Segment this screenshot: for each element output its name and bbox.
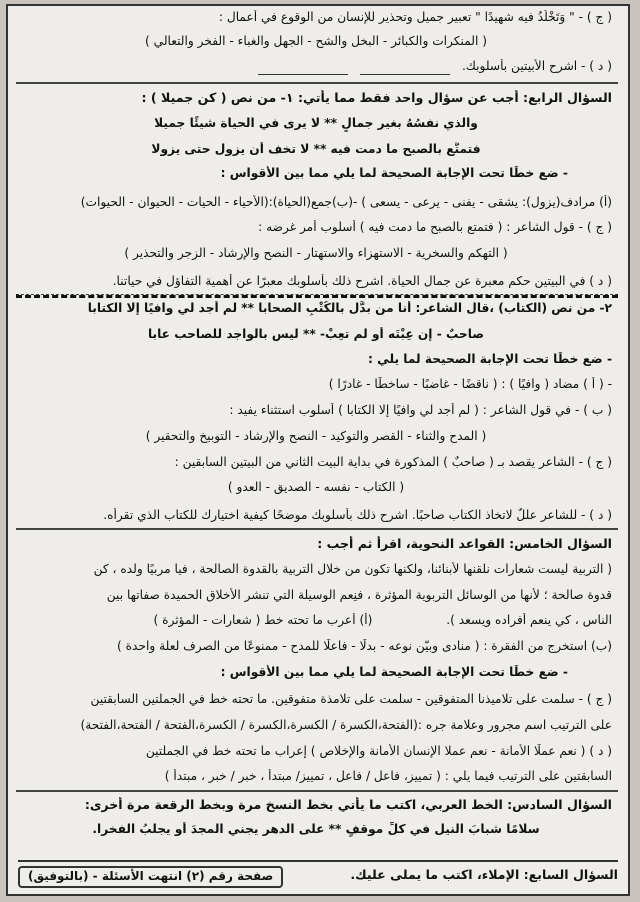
section-divider: [16, 294, 618, 298]
answer-blank: [360, 74, 450, 75]
q4-2-d-line: ( د ) - للشاعر عللٌ لاتخاذ الكتاب صاحبًا. اشرح ذلك بأسلوبك موضحًا كيفية اختيارك للكتاب الذي تقرأه.: [103, 508, 612, 522]
calligraphy-verse: سلامًا شبابَ النيل في كلِّ موقفٍ ** على الدهر يجني المجدَ أو يجلبُ الفخرا.: [92, 822, 540, 836]
section-divider: [16, 790, 618, 792]
verse-line-3: صاحبٌ - إن عِبْتَه أو لم تعِبْ- ** ليس بالواجد للصاحب عابا: [147, 327, 485, 341]
q6-heading: السؤال السادس: الخط العربي، اكتب ما يأتي بخط النسخ مرة وبخط الرقعة مرة أخرى:: [84, 797, 612, 812]
q3-d-line: [20, 59, 612, 75]
q4-2-c-options: ( الكتاب - نفسه - الصديق - العدو ): [227, 480, 405, 494]
answer-blank: [258, 74, 348, 75]
section-divider: [16, 528, 618, 530]
q3-d-text: ( د ) - اشرح الأبيتين بأسلوبك.: [462, 59, 612, 73]
paragraph-line-3: [20, 613, 612, 629]
q5-c-line: ( ج ) - سلمت على تلاميذنا المتفوقين - سلمت على تلامذة متفوقين. ما تحته خط في الجملتين السابقتين: [90, 692, 612, 706]
page-footer: [18, 860, 618, 886]
page-number-note: صفحة رقم (٢) انتهت الأسئلة - (بالتوفيق): [18, 866, 283, 888]
paragraph-line-2: قدوة صالحة ؛ لأنها من الوسائل التربوية المؤثرة ، فنِعم الوسيلة التي تنشر الأخلاق الحميدة صفاتها بين: [106, 588, 612, 602]
instruction-underline-3: - ضع خطًا تحت الإجابة الصحيحة لما يلي مما بين الأقواس :: [220, 665, 568, 679]
paragraph-line-1: ( التربية ليست شعارات نلقنها لأبنائنا، ولكنها تكون من خلال التربية بالقدوة الصالحة ، فيا مربيًا ولده ، كن: [93, 562, 612, 576]
q5-d-options: السابقتين على الترتيب فيما يلي : ( تمييز، فاعل / فاعل ، تمييز/ مبتدأ ، خبر / خبر ، مبتدأ ): [164, 769, 612, 783]
q4-2-b-options: ( المدح والثناء - القصر والتوكيد - النصح والإرشاد - التوبيخ والتحقير ): [145, 429, 487, 443]
q4-a-b-line: (أ) مرادف(يزول): يشقى - يفنى - يرعى - يسعى ) -(ب)جمع(الحياة):(الأحياء - الحيات - الحيوان - الحيوات): [80, 195, 612, 209]
exam-page: [6, 4, 630, 896]
q4-c-line: ( ج ) - قول الشاعر : ( فتمتع بالصبح ما دمت فيه ) أسلوب أمر غرضه :: [258, 220, 612, 234]
q3-c-line: ( ج ) - " وَتَخْلُدُ فيه شهيدًا " تعبير جميل وتحذير للإنسان من الوقوع في أعمال :: [218, 10, 612, 24]
q4-d-line: ( د ) في البيتين حكم معبرة عن جمال الحياة. اشرح ذلك بأسلوبك معبرًا عن أهمية التفاؤل في حياتنا.: [112, 274, 612, 288]
verse-line-1: والذي نفسُهُ بغير جمالٍ ** لا يرى في الحياة شيئًا جميلا: [154, 116, 478, 130]
q4-2-c-line: ( ج ) - الشاعر يقصد بـ ( صاحبٌ ) المذكورة في بداية البيت الثاني من البيتين السابقين :: [174, 455, 612, 469]
q5-d-line: ( د ) ( نعم عملًا الأمانة - نعم عملا الإنسان الأمانة والإخلاص ) إعراب ما تحته خط في الجملتين: [145, 744, 612, 758]
instruction-underline-2: - ضع خطًا تحت الإجابة الصحيحة لما يلي :: [368, 352, 612, 366]
paragraph-end: الناس ، كي ينعم أفراده ويسعد ).: [446, 613, 612, 627]
q4-c-options: ( التهكم والسخرية - الاستهزاء والاستهتار - النصح والإرشاد - الزجر والتحذير ): [124, 246, 508, 260]
q4-2-b-line: ( ب ) - في قول الشاعر : ( لم أجد لي وافيًا إلا الكتابا ) أسلوب استثناء يفيد :: [229, 403, 612, 417]
q5-heading: السؤال الخامس: القواعد النحوية، اقرأ ثم أجب :: [317, 536, 612, 551]
q4-2-a-line: - ( أ ) مضاد ( وافيًا ) : ( ناقضًا - غاضبًا - ساخطًا - غادرًا ): [328, 377, 612, 391]
q7-heading: السؤال السابع: الإملاء، اكتب ما يملى عليك.: [350, 867, 618, 882]
instruction-underline-1: - ضع خطًا تحت الإجابة الصحيحة لما يلي مما بين الأقواس :: [220, 166, 568, 180]
q3-c-options: ( المنكرات والكبائر - البخل والشح - الجهل والغباء - الفخر والتعالي ): [145, 34, 487, 48]
q5-c-options: على الترتيب اسم مجرور وعلامة جره :(الفتحة،الكسرة / الكسرة،الكسرة / الكسرة،الفتحة / الفتحة،الفتحة): [80, 718, 612, 732]
q5-a-line: (أ) أعرب ما تحته خط ( شعارات - المؤثرة ): [153, 613, 373, 627]
q4-2-heading: ٢- من نص (الكتاب) ،قال الشاعر: أنا من بدَّل بالكُتْبِ الصحابا ** لم أجد لي وافيًا إلا الكتابا: [87, 301, 612, 315]
verse-line-2: فتمتَّع بالصبح ما دمت فيه ** لا تخف أن يزول حتى يزولا: [151, 142, 481, 156]
q4-heading: السؤال الرابع: أجب عن سؤال واحد فقط مما يأتي: ١- من نص ( كن جميلا ) :: [141, 90, 612, 105]
section-divider: [16, 82, 618, 84]
q5-b-line: (ب) استخرج من الفقرة : ( منادى وبيّن نوعه - بدلًا - فاعلًا للمدح - ممنوعًا من الصرف لعلة واحدة ): [117, 639, 612, 653]
